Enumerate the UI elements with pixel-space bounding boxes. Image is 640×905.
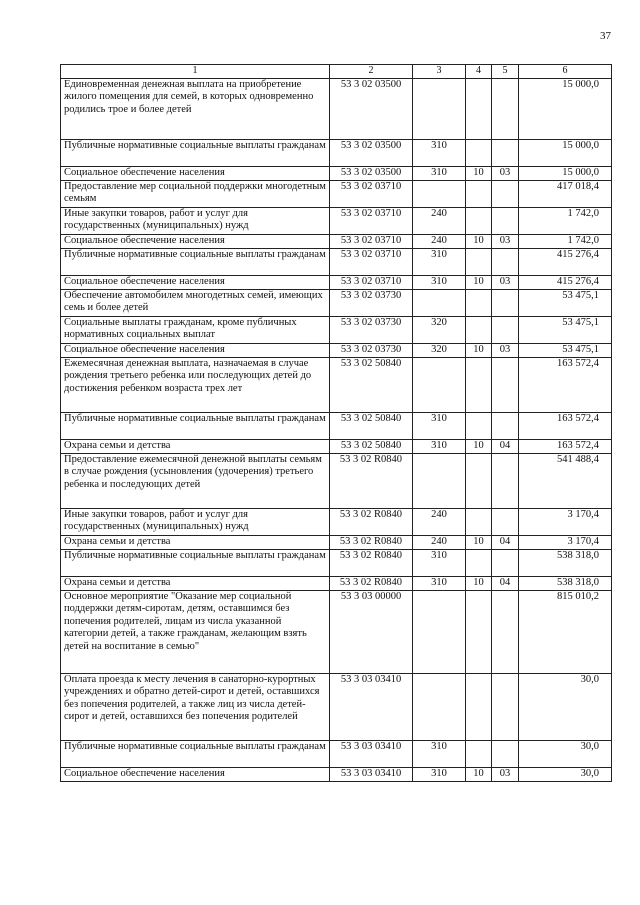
row-amount: 30,0	[519, 740, 612, 767]
budget-table	[60, 64, 612, 782]
row-expense-type: 310	[413, 139, 466, 166]
row-name: Ежемесячная денежная выплата, назначаемая в случае рождения третьего ребенка или последующих детей до достижения ребенком возраста трех лет	[61, 357, 330, 412]
row-expense-type: 240	[413, 207, 466, 234]
row-amount: 163 572,4	[519, 439, 612, 453]
row-section: 10	[466, 576, 492, 590]
row-section	[466, 590, 492, 673]
row-subsection	[492, 590, 519, 673]
header-col-4: 4	[466, 65, 492, 79]
row-subsection	[492, 412, 519, 439]
table-row	[61, 535, 612, 549]
row-code: 53 3 02 50840	[330, 412, 413, 439]
row-section	[466, 412, 492, 439]
row-subsection: 03	[492, 343, 519, 357]
table-row	[61, 166, 612, 180]
row-name: Обеспечение автомобилем многодетных семей, имеющих семь и более детей	[61, 289, 330, 316]
row-name: Социальные выплаты гражданам, кроме публичных нормативных социальных выплат	[61, 316, 330, 343]
table-row	[61, 453, 612, 508]
row-code: 53 3 02 03710	[330, 180, 413, 207]
row-name: Публичные нормативные социальные выплаты гражданам	[61, 248, 330, 275]
row-section	[466, 453, 492, 508]
row-expense-type: 240	[413, 508, 466, 535]
row-subsection: 03	[492, 767, 519, 781]
table-row	[61, 78, 612, 139]
row-amount: 53 475,1	[519, 316, 612, 343]
header-col-2: 2	[330, 65, 413, 79]
row-code: 53 3 02 R0840	[330, 576, 413, 590]
row-code: 53 3 02 03710	[330, 275, 413, 289]
row-code: 53 3 02 03710	[330, 248, 413, 275]
row-section: 10	[466, 275, 492, 289]
row-code: 53 3 02 03710	[330, 207, 413, 234]
row-code: 53 3 02 50840	[330, 439, 413, 453]
row-name: Иные закупки товаров, работ и услуг для государственных (муниципальных) нужд	[61, 508, 330, 535]
row-amount: 3 170,4	[519, 508, 612, 535]
row-amount: 815 010,2	[519, 590, 612, 673]
row-section	[466, 508, 492, 535]
row-expense-type: 310	[413, 166, 466, 180]
row-amount: 15 000,0	[519, 139, 612, 166]
row-subsection	[492, 673, 519, 740]
row-code: 53 3 02 R0840	[330, 453, 413, 508]
header-col-6: 6	[519, 65, 612, 79]
row-expense-type: 310	[413, 439, 466, 453]
row-name: Социальное обеспечение населения	[61, 767, 330, 781]
row-amount: 30,0	[519, 673, 612, 740]
row-expense-type	[413, 590, 466, 673]
header-col-3: 3	[413, 65, 466, 79]
row-amount: 1 742,0	[519, 234, 612, 248]
row-section	[466, 78, 492, 139]
row-expense-type: 310	[413, 549, 466, 576]
table-row	[61, 343, 612, 357]
row-expense-type: 240	[413, 234, 466, 248]
row-subsection	[492, 78, 519, 139]
row-subsection	[492, 207, 519, 234]
row-code: 53 3 02 03730	[330, 343, 413, 357]
row-section	[466, 549, 492, 576]
row-subsection: 03	[492, 275, 519, 289]
row-section	[466, 316, 492, 343]
row-amount: 415 276,4	[519, 275, 612, 289]
table-row	[61, 549, 612, 576]
row-name: Социальное обеспечение населения	[61, 166, 330, 180]
header-col-1: 1	[61, 65, 330, 79]
row-name: Иные закупки товаров, работ и услуг для государственных (муниципальных) нужд	[61, 207, 330, 234]
table-row	[61, 289, 612, 316]
row-subsection	[492, 357, 519, 412]
row-code: 53 3 02 03730	[330, 289, 413, 316]
row-code: 53 3 02 R0840	[330, 535, 413, 549]
row-section	[466, 248, 492, 275]
row-code: 53 3 02 03500	[330, 139, 413, 166]
row-expense-type: 310	[413, 248, 466, 275]
table-row	[61, 412, 612, 439]
row-name: Публичные нормативные социальные выплаты гражданам	[61, 740, 330, 767]
row-subsection: 04	[492, 439, 519, 453]
row-expense-type	[413, 289, 466, 316]
table-row	[61, 576, 612, 590]
row-section	[466, 207, 492, 234]
row-name: Охрана семьи и детства	[61, 576, 330, 590]
row-amount: 163 572,4	[519, 357, 612, 412]
row-name: Социальное обеспечение населения	[61, 343, 330, 357]
table-row	[61, 234, 612, 248]
row-code: 53 3 02 03500	[330, 166, 413, 180]
row-name: Социальное обеспечение населения	[61, 275, 330, 289]
row-expense-type	[413, 180, 466, 207]
row-subsection	[492, 453, 519, 508]
row-subsection: 03	[492, 234, 519, 248]
row-code: 53 3 03 03410	[330, 767, 413, 781]
table-row	[61, 439, 612, 453]
table-row	[61, 508, 612, 535]
row-code: 53 3 02 50840	[330, 357, 413, 412]
row-amount: 541 488,4	[519, 453, 612, 508]
row-section	[466, 289, 492, 316]
row-amount: 417 018,4	[519, 180, 612, 207]
row-section	[466, 740, 492, 767]
row-name: Публичные нормативные социальные выплаты гражданам	[61, 139, 330, 166]
row-subsection: 03	[492, 166, 519, 180]
row-expense-type: 310	[413, 740, 466, 767]
row-subsection: 04	[492, 535, 519, 549]
table-row	[61, 248, 612, 275]
row-name: Предоставление мер социальной поддержки многодетным семьям	[61, 180, 330, 207]
row-amount: 53 475,1	[519, 289, 612, 316]
row-expense-type: 320	[413, 343, 466, 357]
row-subsection: 04	[492, 576, 519, 590]
page-number: 37	[600, 30, 611, 42]
row-subsection	[492, 740, 519, 767]
table-row	[61, 139, 612, 166]
row-subsection	[492, 248, 519, 275]
row-section: 10	[466, 767, 492, 781]
row-code: 53 3 02 R0840	[330, 549, 413, 576]
row-expense-type: 310	[413, 767, 466, 781]
row-expense-type	[413, 357, 466, 412]
row-expense-type: 310	[413, 412, 466, 439]
row-amount: 163 572,4	[519, 412, 612, 439]
row-code: 53 3 03 03410	[330, 740, 413, 767]
table-row	[61, 180, 612, 207]
row-name: Основное мероприятие "Оказание мер социальной поддержки детям-сиротам, детям, оставшимся без попечения родителей, лицам из числа указанной категории детей, а также гражданам, желающим взять детей на воспитание в семью"	[61, 590, 330, 673]
row-section	[466, 139, 492, 166]
row-section: 10	[466, 535, 492, 549]
row-section: 10	[466, 439, 492, 453]
row-amount: 538 318,0	[519, 549, 612, 576]
row-subsection	[492, 508, 519, 535]
row-amount: 3 170,4	[519, 535, 612, 549]
row-expense-type	[413, 453, 466, 508]
row-subsection	[492, 139, 519, 166]
row-amount: 15 000,0	[519, 78, 612, 139]
row-code: 53 3 02 03710	[330, 234, 413, 248]
row-name: Охрана семьи и детства	[61, 535, 330, 549]
table-header-row	[61, 65, 612, 79]
row-name: Публичные нормативные социальные выплаты гражданам	[61, 549, 330, 576]
row-amount: 538 318,0	[519, 576, 612, 590]
row-section: 10	[466, 343, 492, 357]
row-name: Оплата проезда к месту лечения в санаторно-курортных учреждениях и обратно детей-сирот и детей, оставшихся без попечения родителей, а также лиц из числа детей-сирот и детей, оставшихся без попечения родителей	[61, 673, 330, 740]
header-col-5: 5	[492, 65, 519, 79]
row-subsection	[492, 289, 519, 316]
row-section	[466, 357, 492, 412]
row-name: Охрана семьи и детства	[61, 439, 330, 453]
row-subsection	[492, 316, 519, 343]
row-subsection	[492, 549, 519, 576]
row-name: Предоставление ежемесячной денежной выплаты семьям в случае рождения (усыновления (удочерения) третьего ребенка и последующих детей	[61, 453, 330, 508]
row-expense-type	[413, 673, 466, 740]
table-row	[61, 357, 612, 412]
row-code: 53 3 03 03410	[330, 673, 413, 740]
row-section: 10	[466, 234, 492, 248]
table-row	[61, 673, 612, 740]
table-row	[61, 767, 612, 781]
row-expense-type: 240	[413, 535, 466, 549]
table-row	[61, 275, 612, 289]
table-row	[61, 590, 612, 673]
row-amount: 30,0	[519, 767, 612, 781]
row-section: 10	[466, 166, 492, 180]
row-amount: 1 742,0	[519, 207, 612, 234]
row-name: Единовременная денежная выплата на приобретение жилого помещения для семей, в которых одновременно родились трое и более детей	[61, 78, 330, 139]
row-name: Социальное обеспечение населения	[61, 234, 330, 248]
table-row	[61, 316, 612, 343]
row-expense-type: 320	[413, 316, 466, 343]
row-name: Публичные нормативные социальные выплаты гражданам	[61, 412, 330, 439]
row-section	[466, 180, 492, 207]
row-code: 53 3 03 00000	[330, 590, 413, 673]
table-row	[61, 207, 612, 234]
row-amount: 15 000,0	[519, 166, 612, 180]
row-code: 53 3 02 R0840	[330, 508, 413, 535]
table-row	[61, 740, 612, 767]
row-subsection	[492, 180, 519, 207]
row-expense-type: 310	[413, 275, 466, 289]
row-code: 53 3 02 03730	[330, 316, 413, 343]
row-expense-type	[413, 78, 466, 139]
row-amount: 415 276,4	[519, 248, 612, 275]
row-code: 53 3 02 03500	[330, 78, 413, 139]
row-amount: 53 475,1	[519, 343, 612, 357]
row-section	[466, 673, 492, 740]
row-expense-type: 310	[413, 576, 466, 590]
